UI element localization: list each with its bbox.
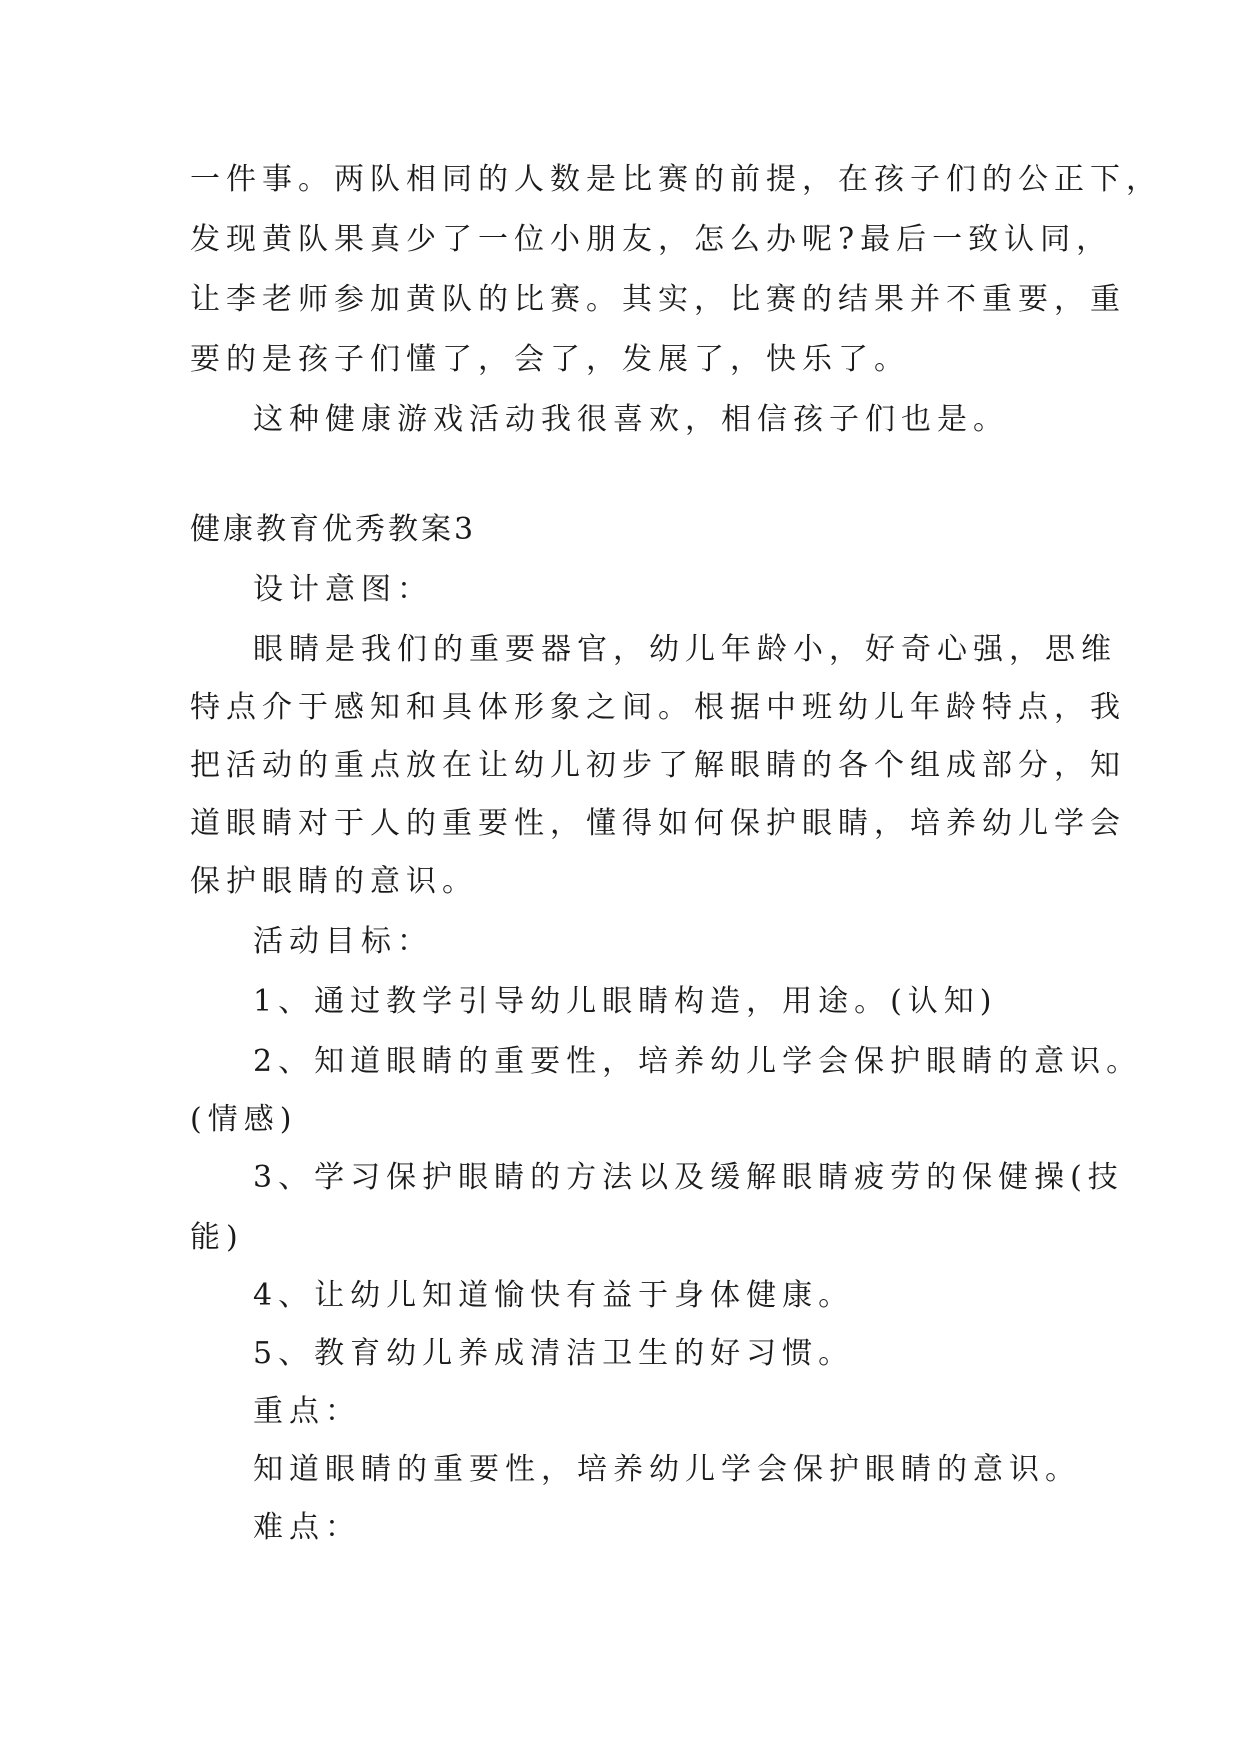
paragraph-line: 特点介于感知和具体形象之间。根据中班幼儿年龄特点，我 bbox=[190, 690, 1126, 725]
paragraph-line: 发现黄队果真少了一位小朋友，怎么办呢?最后一致认同， bbox=[190, 222, 1113, 257]
key-point-label: 重点： bbox=[253, 1394, 361, 1429]
paragraph-line: 把活动的重点放在让幼儿初步了解眼睛的各个组成部分，知 bbox=[190, 748, 1126, 783]
key-point-text: 知道眼睛的重要性，培养幼儿学会保护眼睛的意识。 bbox=[253, 1452, 1081, 1487]
design-intent-label: 设计意图： bbox=[253, 572, 433, 607]
goal-item: 3、学习保护眼睛的方法以及缓解眼睛疲劳的保健操(技 bbox=[253, 1160, 1124, 1195]
goal-item: 1、通过教学引导幼儿眼睛构造，用途。(认知) bbox=[253, 984, 998, 1019]
paragraph-line: 让李老师参加黄队的比赛。其实，比赛的结果并不重要，重 bbox=[190, 282, 1126, 317]
goal-item: 2、知道眼睛的重要性，培养幼儿学会保护眼睛的意识。 bbox=[253, 1044, 1143, 1079]
goal-item: 5、教育幼儿养成清洁卫生的好习惯。 bbox=[253, 1336, 855, 1371]
paragraph-line: 要的是孩子们懂了，会了，发展了，快乐了。 bbox=[190, 342, 910, 377]
goal-item: 4、让幼儿知道愉快有益于身体健康。 bbox=[253, 1278, 855, 1313]
paragraph-line: 这种健康游戏活动我很喜欢，相信孩子们也是。 bbox=[253, 402, 1009, 437]
goal-item-continuation: (情感) bbox=[190, 1102, 298, 1137]
paragraph-line: 一件事。两队相同的人数是比赛的前提，在孩子们的公正下， bbox=[190, 162, 1162, 197]
paragraph-line: 道眼睛对于人的重要性，懂得如何保护眼睛，培养幼儿学会 bbox=[190, 806, 1126, 841]
goals-label: 活动目标： bbox=[253, 924, 433, 959]
goal-item-continuation: 能) bbox=[190, 1220, 244, 1255]
paragraph-line: 眼睛是我们的重要器官，幼儿年龄小，好奇心强，思维 bbox=[253, 632, 1117, 667]
section-title: 健康教育优秀教案3 bbox=[190, 512, 477, 547]
paragraph-line: 保护眼睛的意识。 bbox=[190, 864, 478, 899]
difficulty-label: 难点： bbox=[253, 1510, 361, 1545]
